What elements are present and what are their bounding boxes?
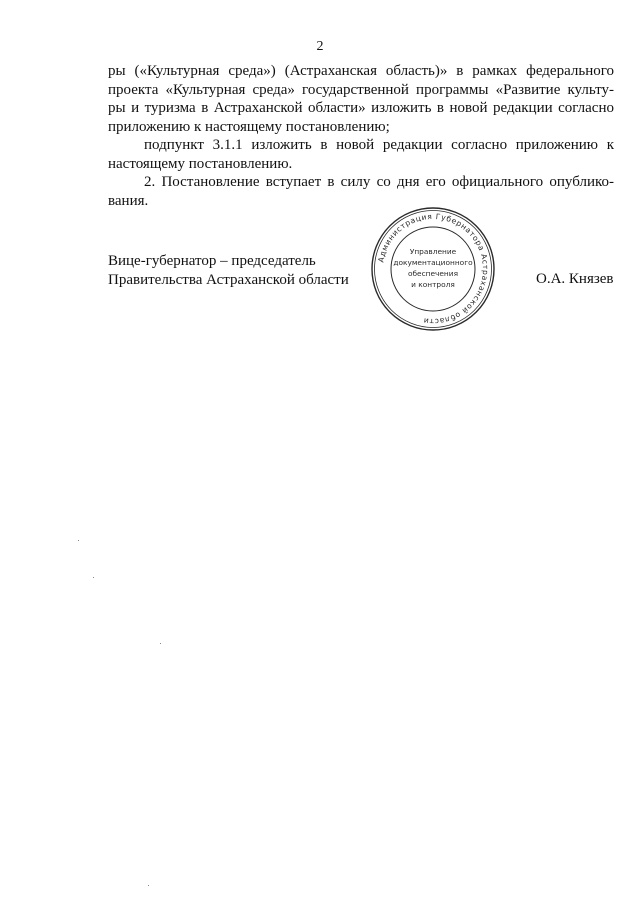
text-line: приложению к настоящему постановлению; [108,118,390,135]
signatory-name: О.А. Князев [536,271,614,287]
text-line: проекта «Культурная среда» государственной программы «Развитие культу- [108,81,614,98]
text-line: ры («Культурная среда») (Астраханская область)» в рамках федерального [108,63,614,79]
seal-center-line: Управление [409,247,457,256]
seal-center-line: обеспечения [407,269,459,278]
paragraph-subpoint [108,136,614,173]
page-number: 2 [316,39,324,54]
text-line: вания. [108,192,149,209]
text-line: ры и туризма в Астраханской области» изложить в новой редакции согласно [108,100,614,116]
text-line: подпункт 3.1.1 изложить в новой редакции согласно приложению к [144,137,614,153]
scan-speck [148,885,149,886]
seal-graphic [370,206,496,332]
paragraph-continuation [108,62,614,136]
position-line: Правительства Астраханской области [108,271,349,288]
scan-speck [93,577,94,578]
seal-center-line: документационного [393,258,473,267]
scan-speck [78,540,79,541]
scan-speck [160,643,161,644]
official-seal-stamp [370,206,496,332]
seal-ring-text: Администрация Губернатора Астраханской области [376,211,491,327]
document-body [108,62,614,210]
text-line: 2. Постановление вступает в силу со дня его официального опублико- [144,174,614,190]
text-line: настоящему постановлению. [108,155,293,172]
signatory-position [108,252,349,289]
seal-center-line: и контроля [411,280,455,289]
position-line: Вице-губернатор – председатель [108,253,316,269]
paragraph-item-2 [108,173,614,210]
